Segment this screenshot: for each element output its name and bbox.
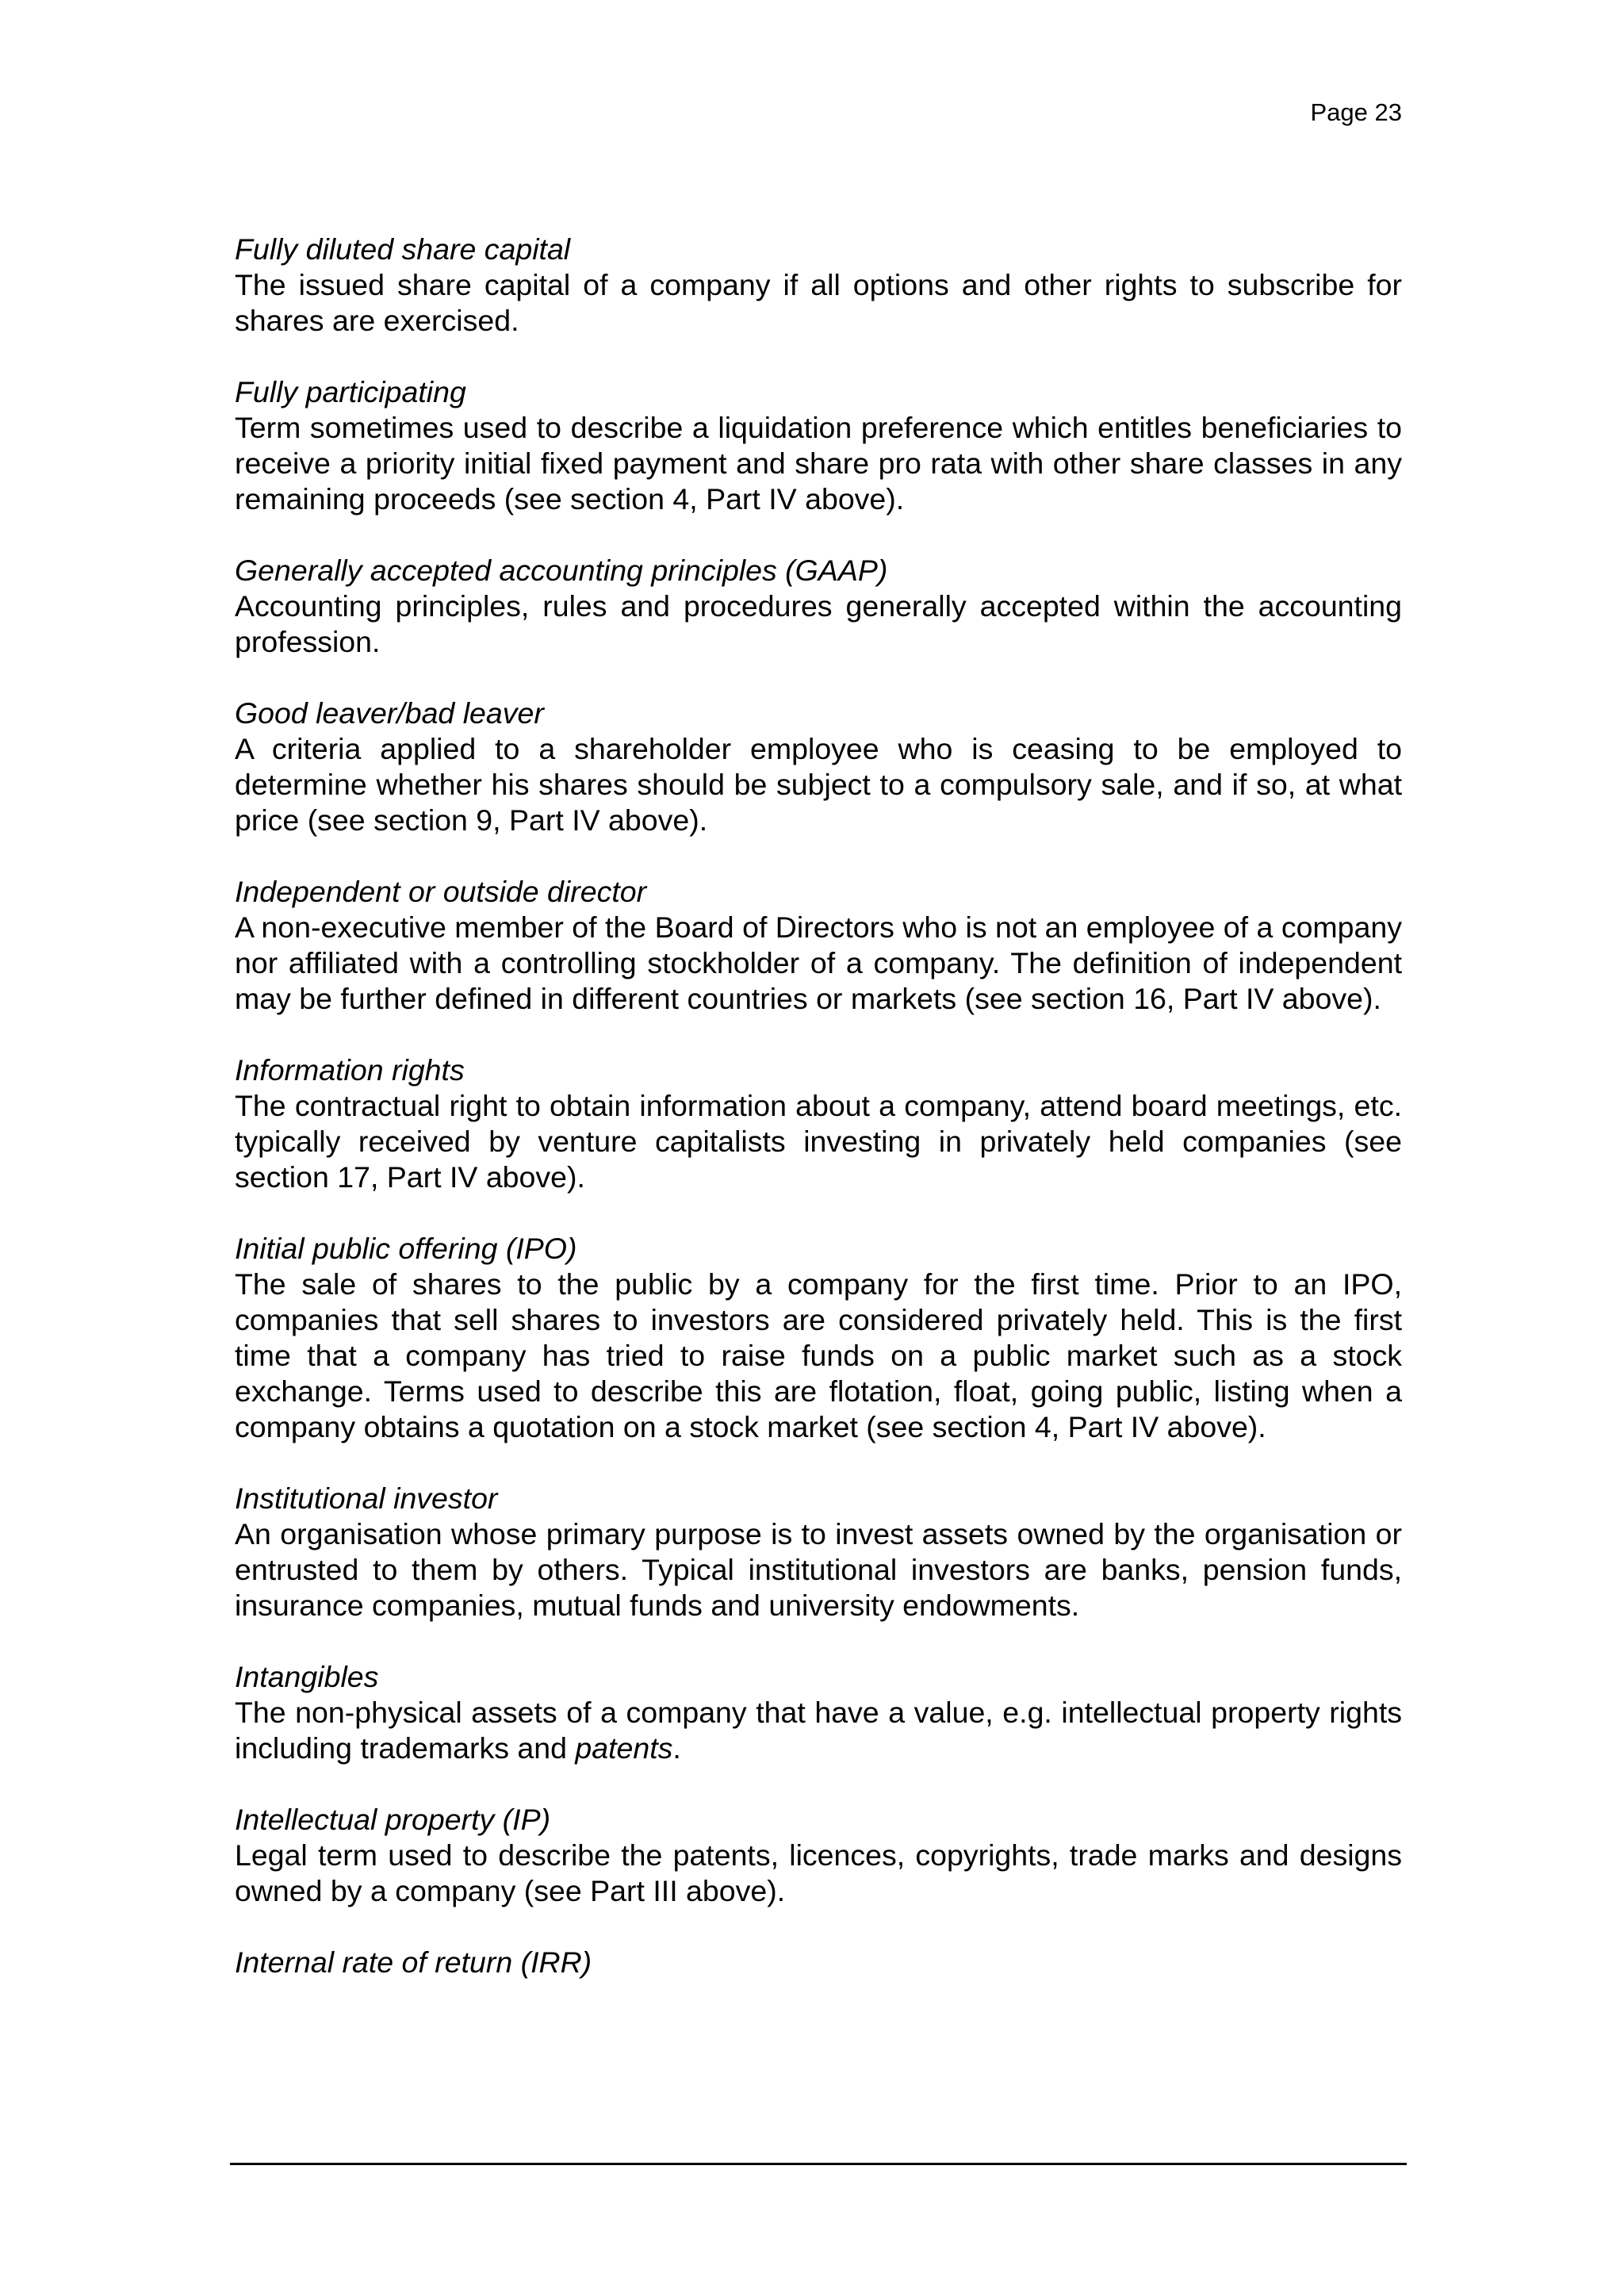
glossary-term: Generally accepted accounting principles (GAAP)	[235, 554, 888, 587]
page-number: Page 23	[1310, 98, 1402, 126]
definition-text: The non-physical assets of a company that have a value, e.g. intellectual property rights including trademarks and	[235, 1696, 1402, 1765]
glossary-definition: The issued share capital of a company if all options and other rights to subscribe for shares are exercised.	[235, 268, 1402, 337]
glossary-definition	[235, 1695, 1402, 1766]
glossary-term: Information rights	[235, 1053, 465, 1087]
glossary-definition: A non-executive member of the Board of Directors who is not an employee of a company nor affiliated with a controlling stockholder of a company. The definition of independent may be further defined in different countries or markets (see section 16, Part IV above).	[235, 910, 1402, 1015]
glossary-term: Fully diluted share capital	[235, 232, 571, 266]
glossary-definition: Legal term used to describe the patents, licences, copyrights, trade marks and designs owned by a company (see Part III above).	[235, 1838, 1402, 1907]
glossary-entry	[235, 374, 1402, 517]
glossary-entry	[235, 1802, 1402, 1909]
glossary-term: Good leaver/bad leaver	[235, 696, 544, 730]
glossary-definition: The sale of shares to the public by a company for the first time. Prior to an IPO, companies that sell shares to investors are considered privately held. This is the first time that a company has tried to raise funds on a public market such as a stock exchange. Terms used to describe this are flotation, float, going public, listing when a company obtains a quotation on a stock market (see section 4, Part IV above).	[235, 1267, 1402, 1443]
glossary-entry	[235, 553, 1402, 660]
glossary-term: Internal rate of return (IRR)	[235, 1945, 592, 1979]
glossary-term: Intellectual property (IP)	[235, 1803, 551, 1836]
glossary-list	[235, 232, 1402, 2016]
glossary-term: Institutional investor	[235, 1481, 498, 1515]
glossary-entry	[235, 232, 1402, 339]
glossary-entry	[235, 1481, 1402, 1623]
glossary-definition: An organisation whose primary purpose is to invest assets owned by the organisation or entrusted to them by others. Typical institutional investors are banks, pension funds, insurance companies, mutual funds and university endowments.	[235, 1517, 1402, 1622]
glossary-entry	[235, 874, 1402, 1017]
glossary-term: Intangibles	[235, 1660, 379, 1693]
glossary-term: Initial public offering (IPO)	[235, 1232, 577, 1265]
glossary-entry	[235, 1659, 1402, 1766]
glossary-definition: Term sometimes used to describe a liquidation preference which entitles beneficiaries to receive a priority initial fixed payment and share pro rata with other share classes in any remaining proceeds (see section 4, Part IV above).	[235, 411, 1402, 516]
glossary-entry	[235, 1231, 1402, 1445]
glossary-definition: A criteria applied to a shareholder employee who is ceasing to be employed to determine whether his shares should be subject to a compulsory sale, and if so, at what price (see section 9, Part IV above).	[235, 732, 1402, 837]
glossary-entry	[235, 1945, 1402, 1980]
glossary-entry	[235, 1052, 1402, 1195]
glossary-term: Independent or outside director	[235, 875, 647, 908]
glossary-definition: The contractual right to obtain information about a company, attend board meetings, etc. typically received by venture capitalists investing in privately held companies (see section 17, Part IV above).	[235, 1089, 1402, 1194]
footer-divider	[230, 2163, 1407, 2165]
glossary-entry	[235, 696, 1402, 838]
glossary-term: Fully participating	[235, 375, 466, 408]
definition-text: .	[672, 1731, 681, 1765]
glossary-definition: Accounting principles, rules and procedures generally accepted within the accounting profession.	[235, 589, 1402, 658]
definition-emphasis: patents	[575, 1731, 673, 1765]
